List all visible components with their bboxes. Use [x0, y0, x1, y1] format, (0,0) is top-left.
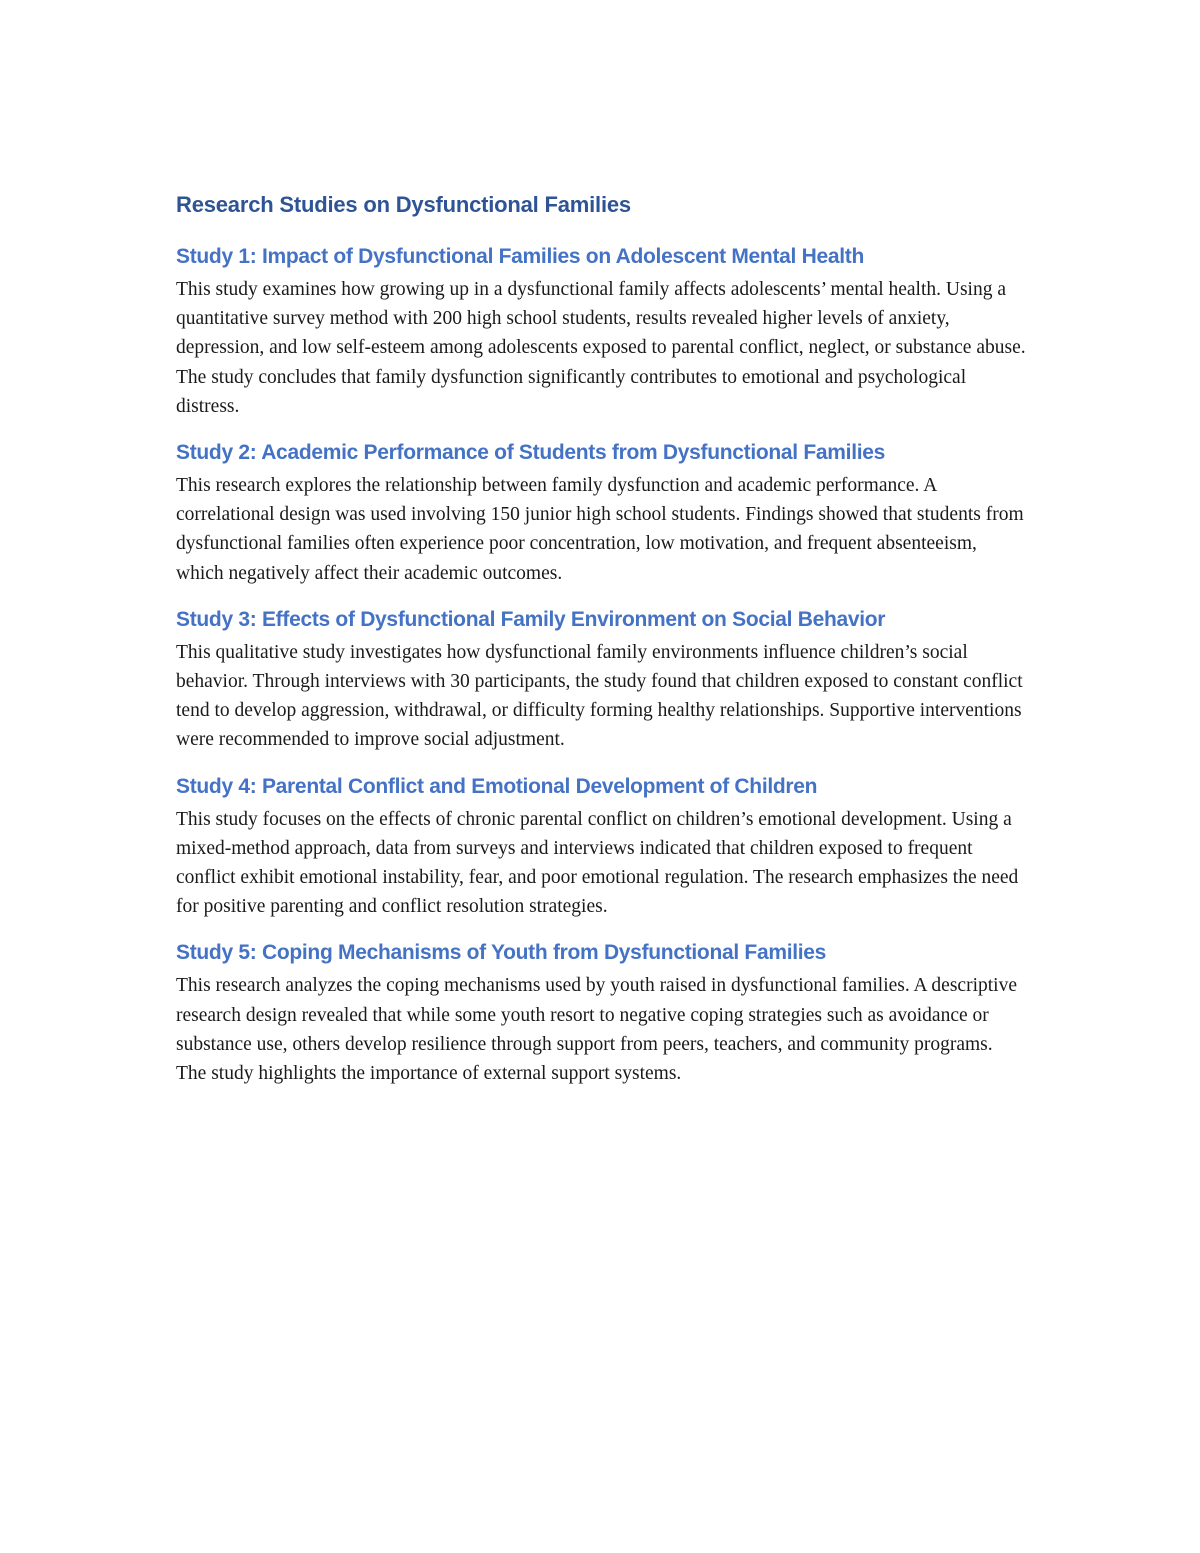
study-section-5: [176, 938, 1026, 1088]
study-heading: Study 1: Impact of Dysfunctional Families on Adolescent Mental Health: [176, 245, 864, 268]
study-body: This study focuses on the effects of chronic parental conflict on children’s emotional development. Using a mixed-method approach, data from surveys and interviews indicated that children exposed to frequent conflict exhibit emotional instability, fear, and poor emotional regulation. The research emphasizes the need for positive parenting and conflict resolution strategies.: [176, 808, 1019, 918]
study-section-4: [176, 772, 1026, 922]
study-heading: Study 4: Parental Conflict and Emotional Development of Children: [176, 774, 818, 798]
document-title: Research Studies on Dysfunctional Families: [176, 192, 631, 217]
study-body: This qualitative study investigates how dysfunctional family environments influence children’s social behavior. Through interviews with 30 participants, the study found that children exposed to constant conflict tend to develop aggression, withdrawal, or difficulty forming healthy relationships. Supportive interventions were recommended to improve social adjustment.: [176, 641, 1023, 751]
study-section-2: [176, 438, 1026, 588]
study-body: This research analyzes the coping mechanisms used by youth raised in dysfunctional families. A descriptive research design revealed that while some youth resort to negative coping strategies such as avoidance or substance use, others develop resilience through support from peers, teachers, and community programs. The study highlights the importance of external support systems.: [176, 975, 1017, 1085]
study-body: This study examines how growing up in a dysfunctional family affects adolescents’ mental health. Using a quantitative survey method with 200 high school students, results revealed higher levels of anxiety, depression, and low self-esteem among adolescents exposed to parental conflict, neglect, or substance abuse. The study concludes that family dysfunction significantly contributes to emotional and psychological distress.: [176, 279, 1026, 417]
study-heading: Study 3: Effects of Dysfunctional Family Environment on Social Behavior: [176, 607, 886, 631]
study-body: This research explores the relationship between family dysfunction and academic performance. A correlational design was used involving 150 junior high school students. Findings showed that students from dysfunctional families often experience poor concentration, low motivation, and frequent absenteeism, which negatively affect their academic outcomes.: [176, 475, 1024, 584]
study-heading: Study 2: Academic Performance of Students from Dysfunctional Families: [176, 441, 886, 465]
study-heading: Study 5: Coping Mechanisms of Youth from Dysfunctional Families: [176, 941, 827, 965]
study-section-3: [176, 605, 1026, 755]
study-section-1: [176, 242, 1026, 421]
document-content: [176, 190, 1026, 1105]
